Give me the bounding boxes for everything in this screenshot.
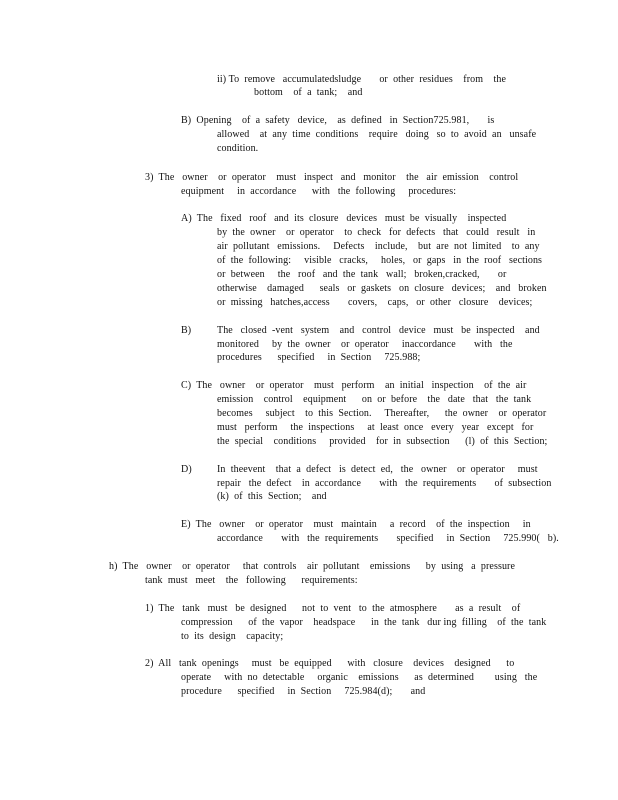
item-h2-line1: 2) All tank openings must be equipped with closure devices designed to — [145, 658, 515, 669]
item-3a-line4: of the following: visible cracks, holes, or gaps in the roof sections — [217, 255, 543, 266]
item-3c-line3: becomes subject to this Section. Thereafter, the owner or operator — [217, 408, 547, 419]
item-3c-line2: emission control equipment on or before the date that the tank — [217, 394, 532, 405]
item-3-line1: 3) The owner or operator must inspect and monitor the air emission control — [145, 172, 519, 183]
item-3d-line3: (k) of this Section; and — [217, 491, 327, 502]
item-3b-line2: monitored by the owner or operator inaccordance with the — [217, 339, 513, 350]
item-3a-line3: air pollutant emissions. Defects include, but are not limited to any — [217, 241, 540, 252]
item-3c-line4: must perform the inspections at least once every year except for — [217, 422, 534, 433]
item-b-opening-line1: B) Opening of a safety device, as defined in Section725.981, is — [181, 115, 495, 126]
item-3d-line2: repair the defect in accordance with the requirements of subsection — [217, 478, 552, 489]
item-3b-line3: procedures specified in Section 725.988; — [217, 352, 421, 363]
item-3a-line6: otherwise damaged seals or gaskets on closure devices; and broken — [217, 283, 547, 294]
item-3b-line1: The closed -vent system and control device must be inspected and — [217, 325, 540, 336]
item-h2-line3: procedure specified in Section 725.984(d); and — [181, 686, 426, 697]
item-3c-line1: C) The owner or operator must perform an initial inspection of the air — [181, 380, 527, 391]
item-3d-label: D) — [181, 464, 192, 475]
item-3a-line2: by the owner or operator to check for defects that could result in — [217, 227, 536, 238]
item-h1-line2: compression of the vapor headspace in the tank dur ing filling of the tank — [181, 617, 547, 628]
item-ii-line2: bottom of a tank; and — [254, 87, 363, 98]
item-3c-line5: the special conditions provided for in subsection (l) of this Section; — [217, 436, 548, 447]
item-3a-line7: or missing hatches,access covers, caps, or other closure devices; — [217, 297, 533, 308]
item-h-line1: h) The owner or operator that controls air pollutant emissions by using a pressure — [109, 561, 516, 572]
item-b-opening-line3: condition. — [217, 143, 259, 154]
item-h2-line2: operate with no detectable organic emissions as determined using the — [181, 672, 538, 683]
item-h-line2: tank must meet the following requirements: — [145, 575, 358, 586]
item-h1-line3: to its design capacity; — [181, 631, 284, 642]
item-3d-line1: In theevent that a defect is detect ed, the owner or operator must — [217, 464, 538, 475]
item-3-line2: equipment in accordance with the following procedures: — [181, 186, 457, 197]
item-3a-line5: or between the roof and the tank wall; broken,cracked, or — [217, 269, 507, 280]
item-3e-line1: E) The owner or operator must maintain a record of the inspection in — [181, 519, 531, 530]
item-3b-label: B) — [181, 325, 192, 336]
item-h1-line1: 1) The tank must be designed not to vent to the atmosphere as a result of — [145, 603, 521, 614]
item-ii-line1: ii) To remove accumulatedsludge or other residues from the — [217, 74, 507, 85]
item-3a-line1: A) The fixed roof and its closure devices must be visually inspected — [181, 213, 507, 224]
item-b-opening-line2: allowed at any time conditions require doing so to avoid an unsafe — [217, 129, 537, 140]
item-3e-line2: accordance with the requirements specified in Section 725.990( b). — [217, 533, 559, 544]
